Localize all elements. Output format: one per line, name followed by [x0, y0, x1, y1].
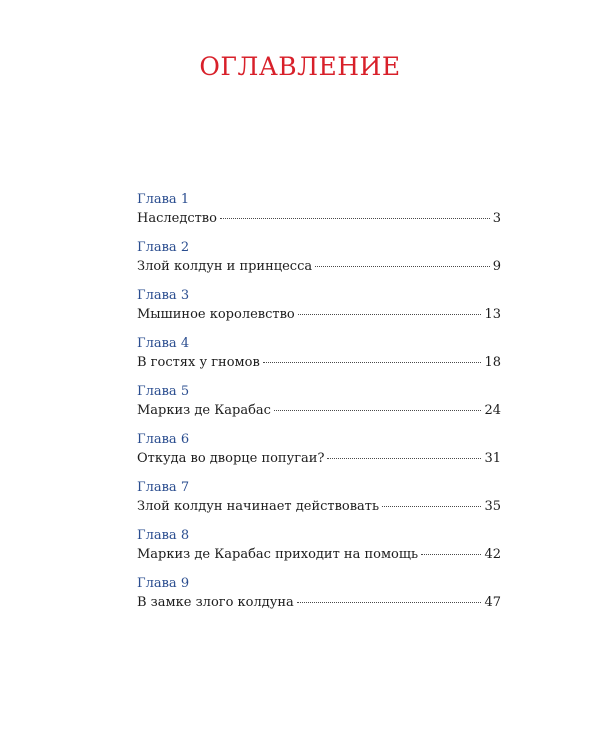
chapter-label: Глава 9 [137, 576, 190, 591]
dot-leader [297, 602, 482, 603]
dot-leader [421, 554, 481, 555]
toc-line [137, 257, 501, 276]
toc-entry[interactable] [137, 286, 501, 334]
chapter-title: Мышиное королевство [137, 307, 295, 322]
toc-entry[interactable] [137, 190, 501, 238]
table-of-contents [137, 190, 501, 622]
toc-line [137, 449, 501, 468]
toc-line [137, 401, 501, 420]
dot-leader [220, 218, 490, 219]
chapter-title: В замке злого колдуна [137, 595, 294, 610]
toc-line [137, 305, 501, 324]
toc-line [137, 209, 501, 228]
page-number: 31 [484, 451, 501, 466]
page-number: 35 [484, 499, 501, 514]
chapter-title: Наследство [137, 211, 217, 226]
dot-leader [327, 458, 481, 459]
page-number: 13 [484, 307, 501, 322]
page-number: 9 [492, 259, 501, 274]
toc-line [137, 497, 501, 516]
page-number: 42 [484, 547, 501, 562]
page-number: 18 [484, 355, 501, 370]
page-number: 24 [484, 403, 501, 418]
chapter-title: В гостях у гномов [137, 355, 260, 370]
dot-leader [298, 314, 482, 315]
toc-entry[interactable] [137, 238, 501, 286]
toc-entry[interactable] [137, 574, 501, 622]
toc-entry[interactable] [137, 430, 501, 478]
dot-leader [274, 410, 481, 411]
page-number: 3 [492, 211, 501, 226]
chapter-title: Злой колдун начинает действовать [137, 499, 380, 514]
dot-leader [263, 362, 482, 363]
page-title: ОГЛАВЛЕНИЕ [199, 52, 401, 81]
chapter-label: Глава 7 [137, 480, 190, 495]
toc-line [137, 545, 501, 564]
dot-leader [382, 506, 481, 507]
chapter-label: Глава 5 [137, 384, 190, 399]
chapter-title: Маркиз де Карабас приходит на помощь [137, 547, 419, 562]
chapter-title: Откуда во дворце попугаи? [137, 451, 325, 466]
dot-leader [315, 266, 490, 267]
chapter-label: Глава 6 [137, 432, 190, 447]
toc-entry[interactable] [137, 526, 501, 574]
chapter-label: Глава 8 [137, 528, 190, 543]
chapter-label: Глава 3 [137, 288, 190, 303]
chapter-label: Глава 4 [137, 336, 190, 351]
toc-entry[interactable] [137, 478, 501, 526]
chapter-title: Злой колдун и принцесса [137, 259, 313, 274]
chapter-label: Глава 1 [137, 192, 190, 207]
page-number: 47 [484, 595, 501, 610]
toc-line [137, 353, 501, 372]
chapter-title: Маркиз де Карабас [137, 403, 271, 418]
toc-entry[interactable] [137, 334, 501, 382]
toc-line [137, 593, 501, 612]
toc-entry[interactable] [137, 382, 501, 430]
chapter-label: Глава 2 [137, 240, 190, 255]
